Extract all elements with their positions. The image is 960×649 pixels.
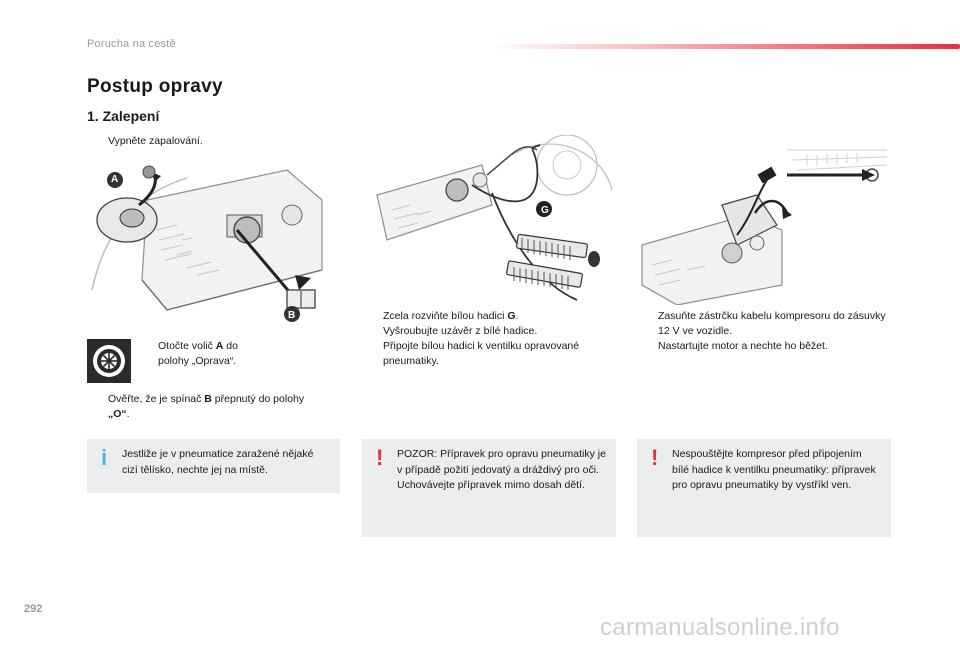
- step-connect-hose: Připojte bílou hadici k ventilku opravované pneumatiky.: [383, 340, 580, 367]
- step-plug-in: Zasuňte zástrčku kabelu kompresoru do zásuvky 12 V ve vozidle.: [658, 310, 886, 337]
- header-title: Porucha na cestě: [87, 38, 176, 50]
- step-unroll-hose: Zcela rozviňte bílou hadici G.: [383, 310, 519, 322]
- repair-dial-icon: [87, 339, 131, 383]
- step-check-switch: Ověřte, že je spínač B přepnutý do polohy „O“.: [108, 393, 305, 420]
- warning-note-poison: ! POZOR: Přípravek pro opravu pneumatiky je v případě požití jedovatý a dráždivý pro oči. Uchovávejte přípravek mimo dosah dětí.: [362, 439, 616, 537]
- warning-icon: !: [651, 445, 659, 470]
- label-g: G: [541, 205, 549, 216]
- step-start-engine: Nastartujte motor a nechte ho běžet.: [658, 340, 828, 352]
- warning-icon: !: [376, 445, 384, 470]
- power-socket-illustration: [637, 135, 891, 305]
- step-switch-off-ignition: Vypněte zapalování.: [108, 135, 203, 147]
- header-accent-bar: [490, 44, 960, 49]
- section-title: Postup opravy: [87, 76, 223, 97]
- label-b: B: [288, 310, 296, 321]
- info-note: i Jestliže je v pneumatice zaražené nějaké cizí tělísko, nechte jej na místě.: [87, 439, 340, 493]
- hose-unrolling-illustration: [362, 135, 616, 305]
- step-title: 1. Zalepení: [87, 108, 160, 124]
- page-number: 292: [24, 603, 43, 615]
- watermark: carmanualsonline.info: [600, 614, 840, 641]
- warning-note-compressor: ! Nespouštějte kompresor před připojením bílé hadice k ventilku pneumatiky: přípravek pro opravu pneumatiky by vystříkl ven.: [637, 439, 891, 537]
- info-icon: i: [101, 445, 108, 470]
- step-unscrew-cap: Vyšroubujte uzávěr z bílé hadice.: [383, 325, 538, 337]
- label-a: A: [111, 174, 119, 185]
- step-turn-selector: Otočte volič A do polohy „Oprava“.: [158, 340, 238, 367]
- compressor-selector-illustration: [87, 160, 339, 325]
